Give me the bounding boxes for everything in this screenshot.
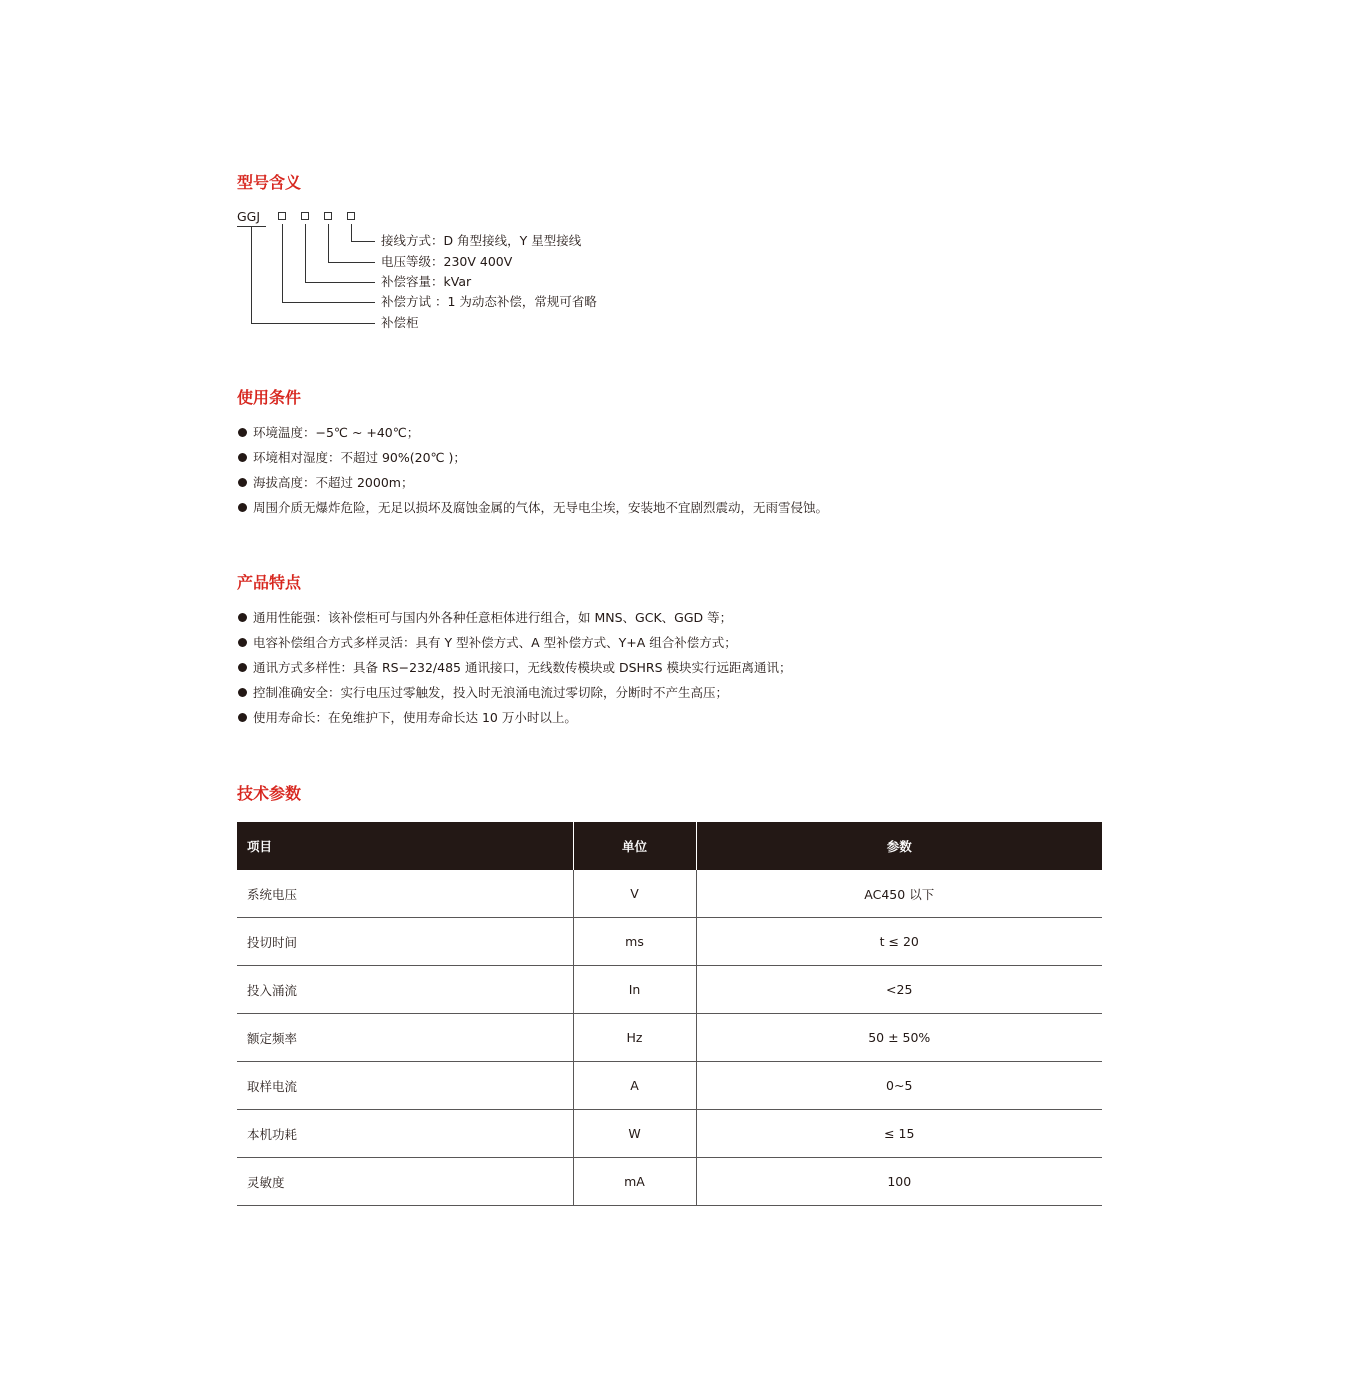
cell-param: 50 ± 50% bbox=[696, 1014, 1102, 1062]
bullet-icon bbox=[238, 478, 247, 487]
column-header-unit: 单位 bbox=[573, 822, 696, 870]
connector-line bbox=[305, 224, 306, 282]
connector-line bbox=[251, 323, 375, 324]
features-list bbox=[237, 605, 792, 730]
legend-cabinet: 补偿柜 bbox=[381, 315, 419, 330]
section-title-tech-params: 技术参数 bbox=[237, 784, 302, 803]
list-item: 通讯方式多样性：具备 RS−232/485 通讯接口，无线数传模块或 DSHRS 模块实行远距离通讯； bbox=[237, 655, 792, 680]
cell-param: t ≤ 20 bbox=[696, 918, 1102, 966]
conditions-list bbox=[237, 420, 828, 520]
list-item: 环境相对湿度：不超过 90%(20℃ )； bbox=[237, 445, 828, 470]
connector-line bbox=[251, 226, 252, 323]
cell-unit: mA bbox=[573, 1158, 696, 1206]
cell-param: 0~5 bbox=[696, 1062, 1102, 1110]
cell-item: 投入涌流 bbox=[237, 966, 573, 1014]
cell-unit: W bbox=[573, 1110, 696, 1158]
model-slot-box bbox=[301, 212, 309, 220]
legend-capacity: 补偿容量：kVar bbox=[381, 274, 472, 289]
cell-param: 100 bbox=[696, 1158, 1102, 1206]
model-code: GGJ bbox=[237, 209, 261, 224]
connector-line bbox=[305, 282, 375, 283]
cell-param: <25 bbox=[696, 966, 1102, 1014]
table-header-row bbox=[237, 822, 1102, 870]
table-row bbox=[237, 870, 1102, 918]
connector-line bbox=[282, 302, 375, 303]
bullet-icon bbox=[238, 503, 247, 512]
table-row bbox=[237, 966, 1102, 1014]
list-item: 海拔高度：不超过 2000m； bbox=[237, 470, 828, 495]
cell-item: 本机功耗 bbox=[237, 1110, 573, 1158]
cell-item: 系统电压 bbox=[237, 870, 573, 918]
list-item: 通用性能强：该补偿柜可与国内外各种任意柜体进行组合，如 MNS、GCK、GGD 等； bbox=[237, 605, 792, 630]
table-row bbox=[237, 1110, 1102, 1158]
cell-param: AC450 以下 bbox=[696, 870, 1102, 918]
connector-line bbox=[328, 262, 375, 263]
legend-wiring: 接线方式：D 角型接线，Y 星型接线 bbox=[381, 233, 582, 248]
table-row bbox=[237, 1158, 1102, 1206]
cell-unit: V bbox=[573, 870, 696, 918]
model-slot-box bbox=[278, 212, 286, 220]
connector-line bbox=[328, 224, 329, 262]
cell-param: ≤ 15 bbox=[696, 1110, 1102, 1158]
list-item: 环境温度：−5℃ ~ +40℃； bbox=[237, 420, 828, 445]
bullet-icon bbox=[238, 663, 247, 672]
connector-line bbox=[351, 224, 352, 241]
legend-voltage: 电压等级：230V 400V bbox=[381, 254, 513, 269]
list-item: 控制准确安全：实行电压过零触发，投入时无浪涌电流过零切除，分断时不产生高压； bbox=[237, 680, 792, 705]
section-title-model-meaning: 型号含义 bbox=[237, 173, 302, 192]
cell-item: 灵敏度 bbox=[237, 1158, 573, 1206]
bullet-icon bbox=[238, 638, 247, 647]
bullet-icon bbox=[238, 428, 247, 437]
bullet-icon bbox=[238, 453, 247, 462]
table-row bbox=[237, 1062, 1102, 1110]
list-item: 电容补偿组合方式多样灵活：具有 Y 型补偿方式、A 型补偿方式、Y+A 组合补偿方式； bbox=[237, 630, 792, 655]
section-title-features: 产品特点 bbox=[237, 573, 302, 592]
column-header-item: 项目 bbox=[237, 822, 573, 870]
list-item: 周围介质无爆炸危险，无足以损坏及腐蚀金属的气体，无导电尘埃，安装地不宜剧烈震动，无雨雪侵蚀。 bbox=[237, 495, 828, 520]
connector-line bbox=[282, 224, 283, 302]
cell-unit: A bbox=[573, 1062, 696, 1110]
model-slot-box bbox=[324, 212, 332, 220]
cell-unit: ms bbox=[573, 918, 696, 966]
cell-item: 取样电流 bbox=[237, 1062, 573, 1110]
bullet-icon bbox=[238, 713, 247, 722]
section-title-conditions: 使用条件 bbox=[237, 388, 302, 407]
cell-item: 额定频率 bbox=[237, 1014, 573, 1062]
connector-line bbox=[351, 241, 375, 242]
bullet-icon bbox=[238, 613, 247, 622]
model-slot-box bbox=[347, 212, 355, 220]
column-header-param: 参数 bbox=[696, 822, 1102, 870]
cell-item: 投切时间 bbox=[237, 918, 573, 966]
legend-mode: 补偿方试 ：1 为动态补偿，常规可省略 bbox=[381, 294, 597, 309]
spec-table bbox=[237, 822, 1102, 1206]
bullet-icon bbox=[238, 688, 247, 697]
list-item: 使用寿命长：在免维护下，使用寿命长达 10 万小时以上。 bbox=[237, 705, 792, 730]
table-row bbox=[237, 918, 1102, 966]
table-row bbox=[237, 1014, 1102, 1062]
cell-unit: In bbox=[573, 966, 696, 1014]
cell-unit: Hz bbox=[573, 1014, 696, 1062]
